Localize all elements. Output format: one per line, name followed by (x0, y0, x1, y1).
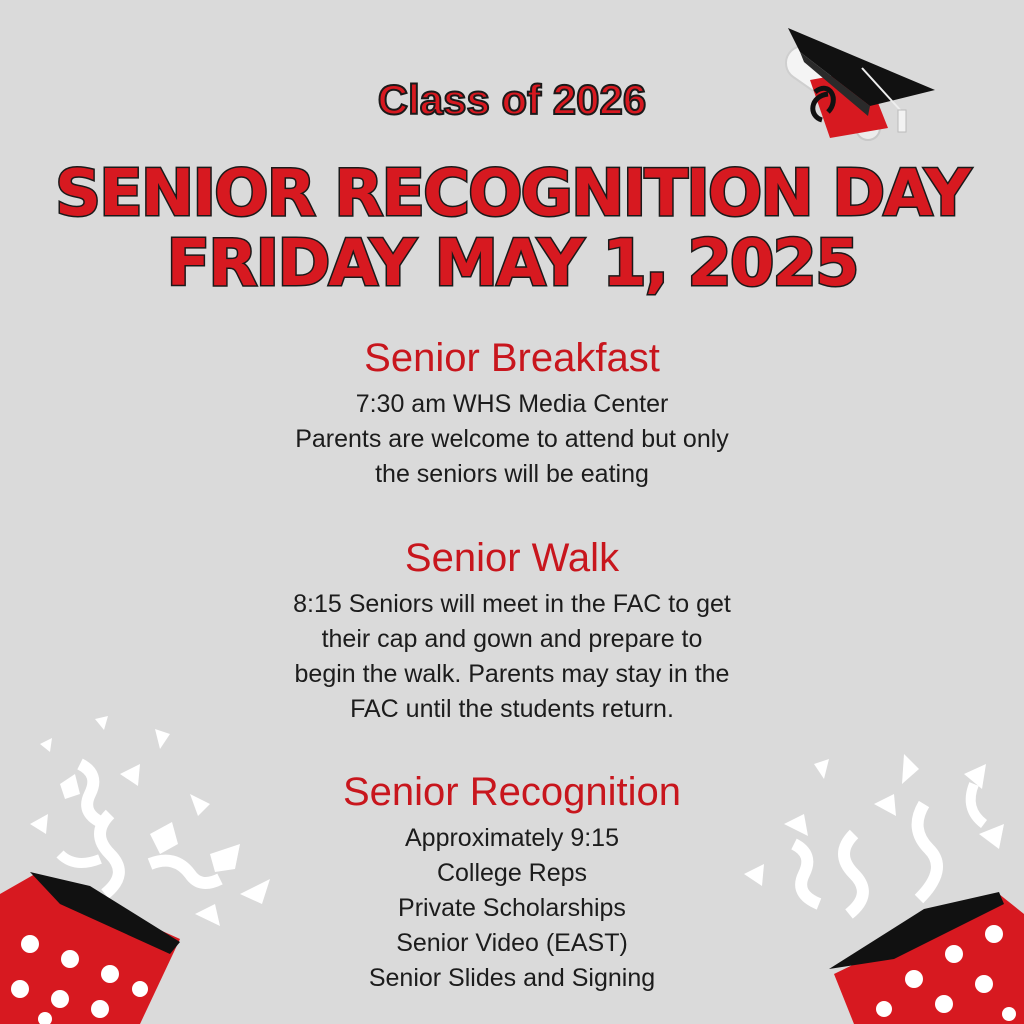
section-title: Senior Recognition (343, 770, 681, 814)
page-title-line1: SENIOR RECOGNITION DAY (54, 157, 970, 231)
section-line: begin the walk. Parents may stay in the (294, 660, 730, 688)
section-title: Senior Walk (404, 536, 620, 580)
section-line: 8:15 Seniors will meet in the FAC to get (293, 590, 731, 618)
section-line: Parents are welcome to attend but only (295, 425, 729, 453)
breakfast-section (0, 336, 1024, 492)
section-line: Private Scholarships (398, 894, 626, 922)
section-line: the seniors will be eating (375, 460, 649, 488)
party-popper-icon (0, 704, 300, 1024)
section-line: College Reps (436, 859, 588, 887)
page-title-line2: FRIDAY MAY 1, 2025 (166, 227, 858, 301)
section-line: Senior Video (EAST) (396, 929, 628, 957)
section-title: Senior Breakfast (364, 336, 660, 380)
section-line: 7:30 am WHS Media Center (355, 390, 669, 418)
section-line: Senior Slides and Signing (368, 964, 656, 992)
class-of-label: Class of 2026 (377, 76, 647, 123)
party-popper-icon (724, 744, 1024, 1024)
section-body (0, 387, 1024, 492)
walk-section (0, 536, 1024, 727)
section-line: their cap and gown and prepare to (321, 625, 703, 653)
section-line: FAC until the students return. (350, 695, 674, 723)
section-line: Approximately 9:15 (404, 824, 619, 852)
